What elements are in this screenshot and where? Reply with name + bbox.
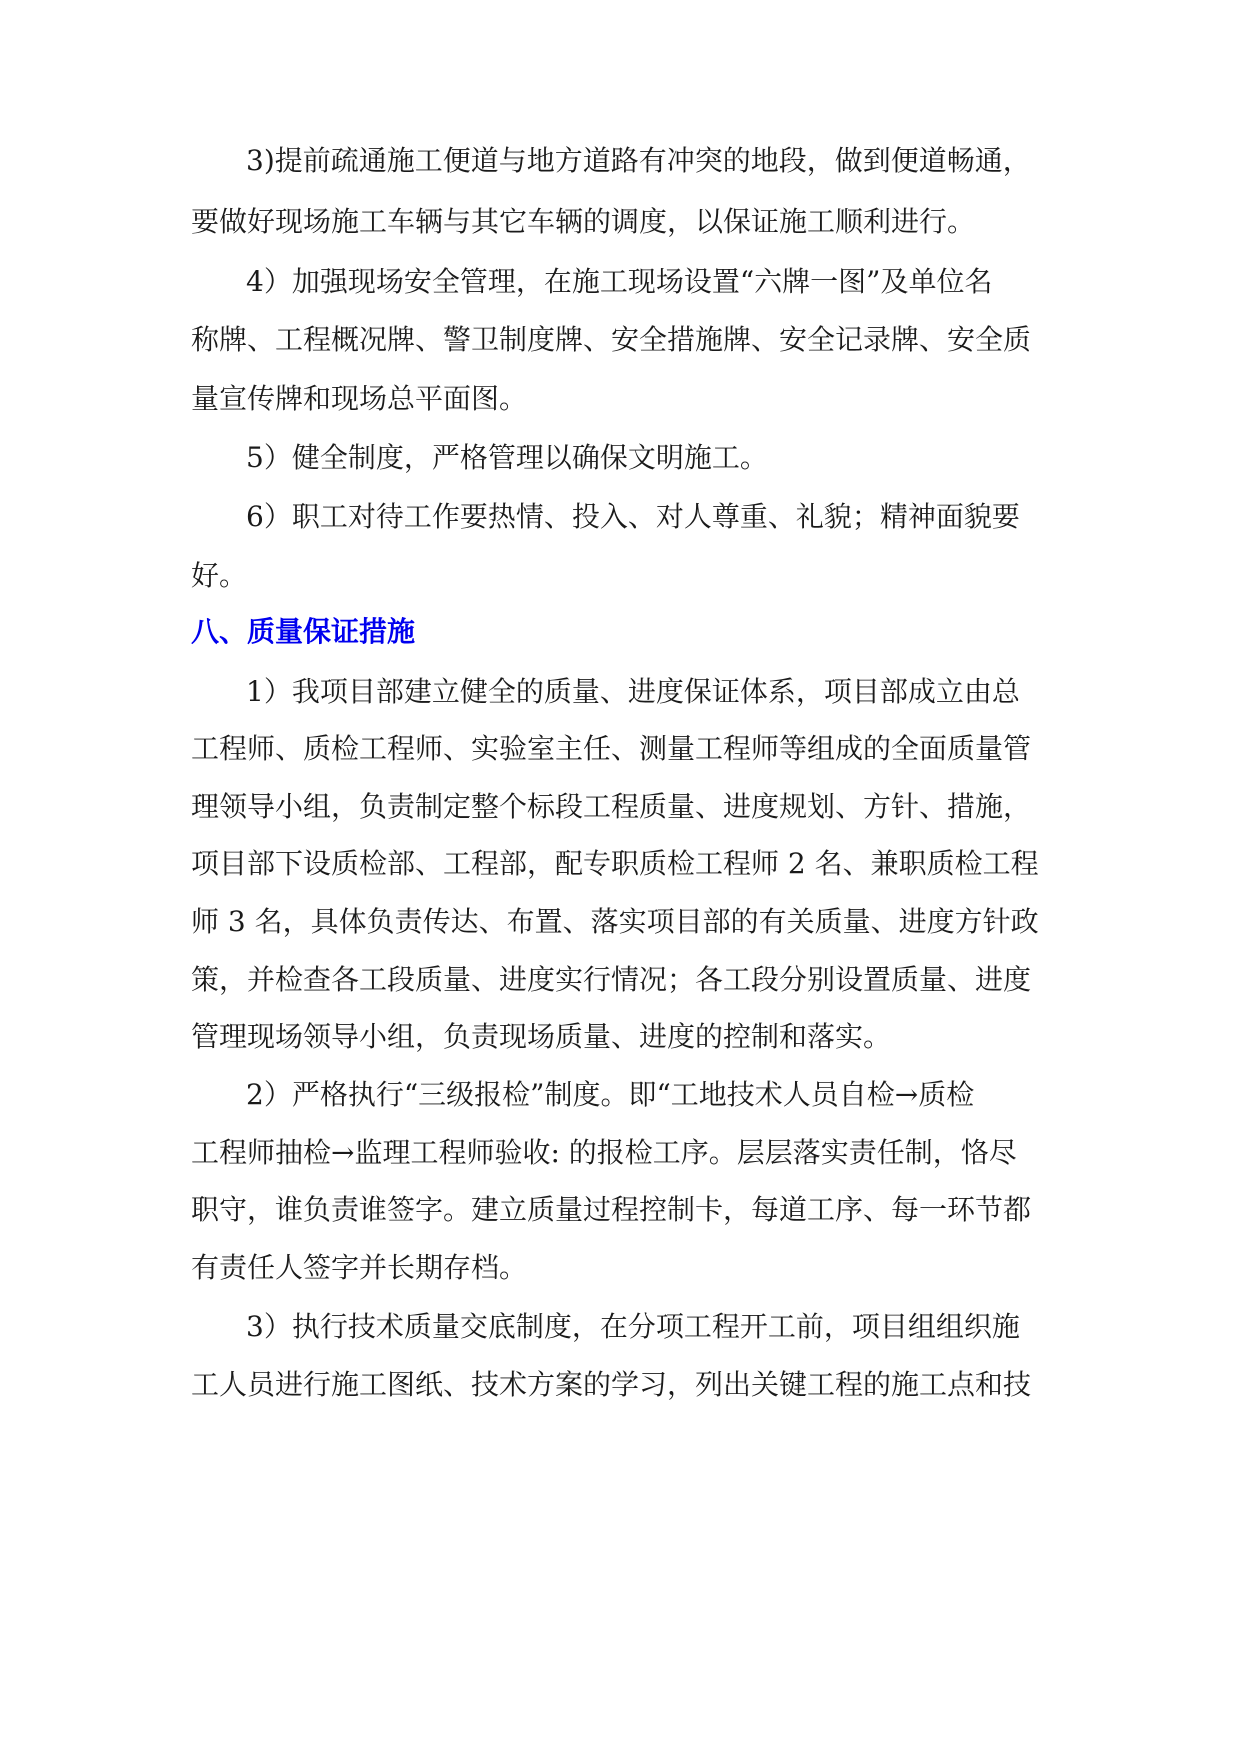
paragraph-line: 4）加强现场安全管理，在施工现场设置“六牌一图”及单位名 xyxy=(246,265,993,298)
paragraph-line: 好。 xyxy=(191,559,248,592)
paragraph-line: 管理现场领导小组，负责现场质量、进度的控制和落实。 xyxy=(191,1020,892,1053)
paragraph-line: 策，并检查各工段质量、进度实行情况；各工段分别设置质量、进度 xyxy=(191,963,1032,996)
paragraph-line: 2）严格执行“三级报检”制度。即“工地技术人员自检→质检 xyxy=(246,1078,975,1111)
paragraph-line: 有责任人签字并长期存档。 xyxy=(191,1251,528,1284)
paragraph-line: 项目部下设质检部、工程部，配专职质检工程师 2 名、兼职质检工程 xyxy=(191,847,1039,880)
paragraph-line: 工程师、质检工程师、实验室主任、测量工程师等组成的全面质量管 xyxy=(191,732,1032,765)
section-heading: 八、质量保证措施 xyxy=(191,615,416,648)
paragraph-line: 工程师抽检→监理工程师验收: 的报检工序。层层落实责任制，恪尽 xyxy=(191,1136,1017,1169)
paragraph-line: 3)提前疏通施工便道与地方道路有冲突的地段，做到便道畅通， xyxy=(246,144,1031,177)
paragraph-line: 师 3 名，具体负责传达、布置、落实项目部的有关质量、进度方针政 xyxy=(191,905,1039,938)
paragraph-line: 3）执行技术质量交底制度，在分项工程开工前，项目组组织施 xyxy=(246,1310,1020,1343)
paragraph-line: 6）职工对待工作要热情、投入、对人尊重、礼貌；精神面貌要 xyxy=(246,500,1020,533)
paragraph-line: 量宣传牌和现场总平面图。 xyxy=(191,382,528,415)
paragraph-line: 职守，谁负责谁签字。建立质量过程控制卡，每道工序、每一环节都 xyxy=(191,1193,1032,1226)
paragraph-line: 5）健全制度，严格管理以确保文明施工。 xyxy=(246,441,768,474)
paragraph-line: 称牌、工程概况牌、警卫制度牌、安全措施牌、安全记录牌、安全质 xyxy=(191,323,1032,356)
paragraph-line: 工人员进行施工图纸、技术方案的学习，列出关键工程的施工点和技 xyxy=(191,1368,1032,1401)
paragraph-line: 理领导小组，负责制定整个标段工程质量、进度规划、方针、措施， xyxy=(191,790,1032,823)
paragraph-line: 1）我项目部建立健全的质量、进度保证体系，项目部成立由总 xyxy=(246,675,1020,708)
paragraph-line: 要做好现场施工车辆与其它车辆的调度，以保证施工顺利进行。 xyxy=(191,205,976,238)
